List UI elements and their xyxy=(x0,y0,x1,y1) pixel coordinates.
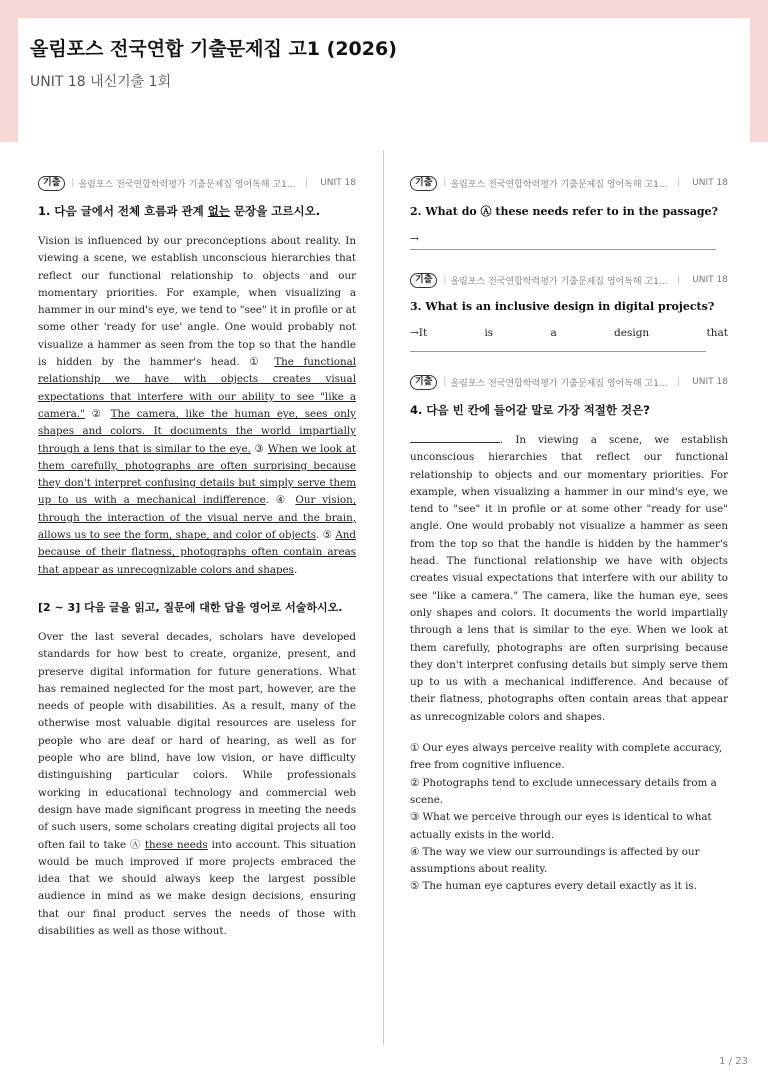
question-4-choices xyxy=(410,740,728,896)
period: . xyxy=(293,563,298,576)
choice-3[interactable]: ③ What we perceive through our eyes is identical to what actually exists in the world. xyxy=(410,811,712,841)
answer-word: a xyxy=(550,327,557,339)
tag-unit: UNIT 18 xyxy=(692,377,728,387)
tag-separator: | xyxy=(677,275,681,285)
right-column xyxy=(410,175,728,896)
page-title: 올림포스 전국연합 기출문제집 고1 (2026) xyxy=(30,38,397,60)
left-column xyxy=(38,175,356,940)
tag-separator: | xyxy=(443,178,447,188)
tag-unit: UNIT 18 xyxy=(692,275,728,285)
question-4-title: 4. 다음 빈 칸에 들어갈 말로 가장 적절한 것은? xyxy=(410,403,650,417)
passage-intro: Vision is influenced by our preconceptions about reality. In viewing a scene, we establish unconscious hierarchies that reflect our functional relationship to objects and our momentary priorities. For example, when visualizing a hammer in our mind's eye, we tend to "see" it in profile or at some other 'ready for use' angle. One would probably not visualize a hammer as seen from the top so that the handle is hidden by the hammer's head. xyxy=(38,235,356,369)
tag-separator: | xyxy=(71,178,75,188)
tag-separator: | xyxy=(443,275,447,285)
tag-unit: UNIT 18 xyxy=(320,178,356,188)
period: . xyxy=(316,529,320,542)
tag-separator: | xyxy=(677,377,681,387)
page-number: 1 / 23 xyxy=(719,1056,748,1067)
question-1-passage xyxy=(38,233,356,579)
choice-5[interactable]: ⑤ The human eye captures every detail exactly as it is. xyxy=(410,880,697,893)
tag-source: 올림포스 전국연합학력평가 기출문제집 영어독해 고1... xyxy=(78,179,296,190)
page-subtitle: UNIT 18 내신기출 1회 xyxy=(30,74,172,90)
column-divider xyxy=(383,150,384,1045)
passage-sentence-1: The functional relationship we have with objects creates visual expectations that interfere with our ability to see "like a camera." xyxy=(38,356,357,420)
choice-marker-3: ③ xyxy=(254,442,265,455)
answer-word: design xyxy=(614,327,650,339)
question-tag xyxy=(410,374,728,390)
question-tag xyxy=(410,272,728,288)
choice-marker-2: ② xyxy=(91,407,104,420)
question-1-title-suffix: 문장을 고르시오. xyxy=(229,204,321,218)
question-4-passage xyxy=(410,432,728,726)
answer-arrow: → xyxy=(410,233,419,245)
tag-unit: UNIT 18 xyxy=(692,178,728,188)
passage-emphasis: these needs xyxy=(144,838,208,851)
answer-word: is xyxy=(484,327,494,339)
choice-marker-4: ④ xyxy=(275,494,289,507)
choice-4[interactable]: ④ The way we view our surroundings is affected by our assumptions about reality. xyxy=(410,845,700,876)
question-tag xyxy=(38,175,356,191)
answer-blank xyxy=(410,432,500,443)
passage-part-1: Over the last several decades, scholars have developed standards for how best to create, organize, present, and preserve digital information for future generations. What has remained neglected for the most part, however, are the needs of people with disabilities. As a result, many of the otherwise most valuable digital resources are useless for people who are deaf or hard of hearing, as well as for people who are blind, have low vision, or have difficulty distinguishing particular colors. While professionals working in educational technology and commercial web design have made significant progress in meeting the needs of such users, some scholars creating digital projects all too often fail to take Ⓐ xyxy=(38,630,356,851)
question-1-title-prefix: 1. 다음 글에서 전체 흐름과 관계 xyxy=(38,204,208,218)
answer-word: that xyxy=(706,327,728,339)
question-1-title-emphasis: 없는 xyxy=(207,204,230,218)
choice-2[interactable]: ② Photographs tend to exclude unnecessary details from a scene. xyxy=(410,776,717,806)
passage-text: . In viewing a scene, we establish unconscious hierarchies that reflect our functional relationship to objects and our momentary priorities. For example, when visualizing a hammer in our mind's eye, we tend to "see" it in profile or at some other "ready for use" angle. One would probably not visualize a hammer as seen from the top so that the handle is hidden by the hammer's head. The functional relationship we have with objects creates visual expectations that interfere with our ability to see "like a camera." The camera, like the human eye, sees only shapes and colors. It documents the world impartially through a lens that is similar to the eye. When we look at them carefully, photographs are often surprising because they don't interpret confusing details but simply serve them up to us with a mechanical indifference. And because of their flatness, photographs often contain areas that appear as unrecognizable colors and shapes. xyxy=(410,434,728,723)
tag-badge: 기출 xyxy=(38,176,65,191)
question-tag xyxy=(410,175,728,191)
tag-badge: 기출 xyxy=(410,176,437,191)
question-3-answer-rule xyxy=(410,341,706,352)
tag-source: 올림포스 전국연합학력평가 기출문제집 영어독해 고1... xyxy=(450,378,668,389)
tag-separator: | xyxy=(677,178,681,188)
tag-source: 올림포스 전국연합학력평가 기출문제집 영어독해 고1... xyxy=(450,276,668,287)
passage-sentence-3: When we look at them carefully, photographs are often surprising because they don't interpret confusing details but simply serve them up to us with a mechanical indifference xyxy=(38,442,357,507)
answer-word: →It xyxy=(410,327,428,339)
choice-1[interactable]: ① Our eyes always perceive reality with complete accuracy, free from cognitive influence. xyxy=(410,742,723,772)
question-2-answer-field[interactable] xyxy=(410,233,716,250)
passage-sentence-5: And because of their flatness, photographs often contain areas that appear as unrecognizable colors and shapes xyxy=(38,529,356,576)
tag-separator: | xyxy=(443,377,447,387)
period: . xyxy=(265,494,269,507)
question-1-title xyxy=(38,203,356,219)
choice-marker-5: ⑤ xyxy=(322,529,332,542)
question-3-title: 3. What is an inclusive design in digital projects? xyxy=(410,300,715,313)
passage-sentence-2: The camera, like the human eye, sees only shapes and colors. It documents the world impartially through a lens that is similar to the eye. xyxy=(38,407,356,455)
group-2-3-passage xyxy=(38,629,356,940)
passage-sentence-4: Our vision, through the interaction of the visual nerve and the brain, allows us to see the form, shape, and color of objects xyxy=(38,494,356,542)
choice-marker-1: ① xyxy=(249,356,265,369)
passage-part-2: into account. This situation would be much improved if more projects embraced the idea that we should always keep the largest possible audience in mind as we make design decisions, ensuring that our final product serves the needs of those with disabilities as well as those without. xyxy=(38,838,356,937)
tag-source: 올림포스 전국연합학력평가 기출문제집 영어독해 고1... xyxy=(450,179,668,190)
group-2-3-title: [2 ~ 3] 다음 글을 읽고, 질문에 대한 답을 영어로 서술하시오. xyxy=(38,600,343,614)
question-2-title: 2. What do Ⓐ these needs refer to in the passage? xyxy=(410,205,718,218)
question-3-answer-field[interactable] xyxy=(410,327,728,341)
tag-separator: | xyxy=(305,178,309,188)
tag-badge: 기출 xyxy=(410,273,437,288)
tag-badge: 기출 xyxy=(410,375,437,390)
